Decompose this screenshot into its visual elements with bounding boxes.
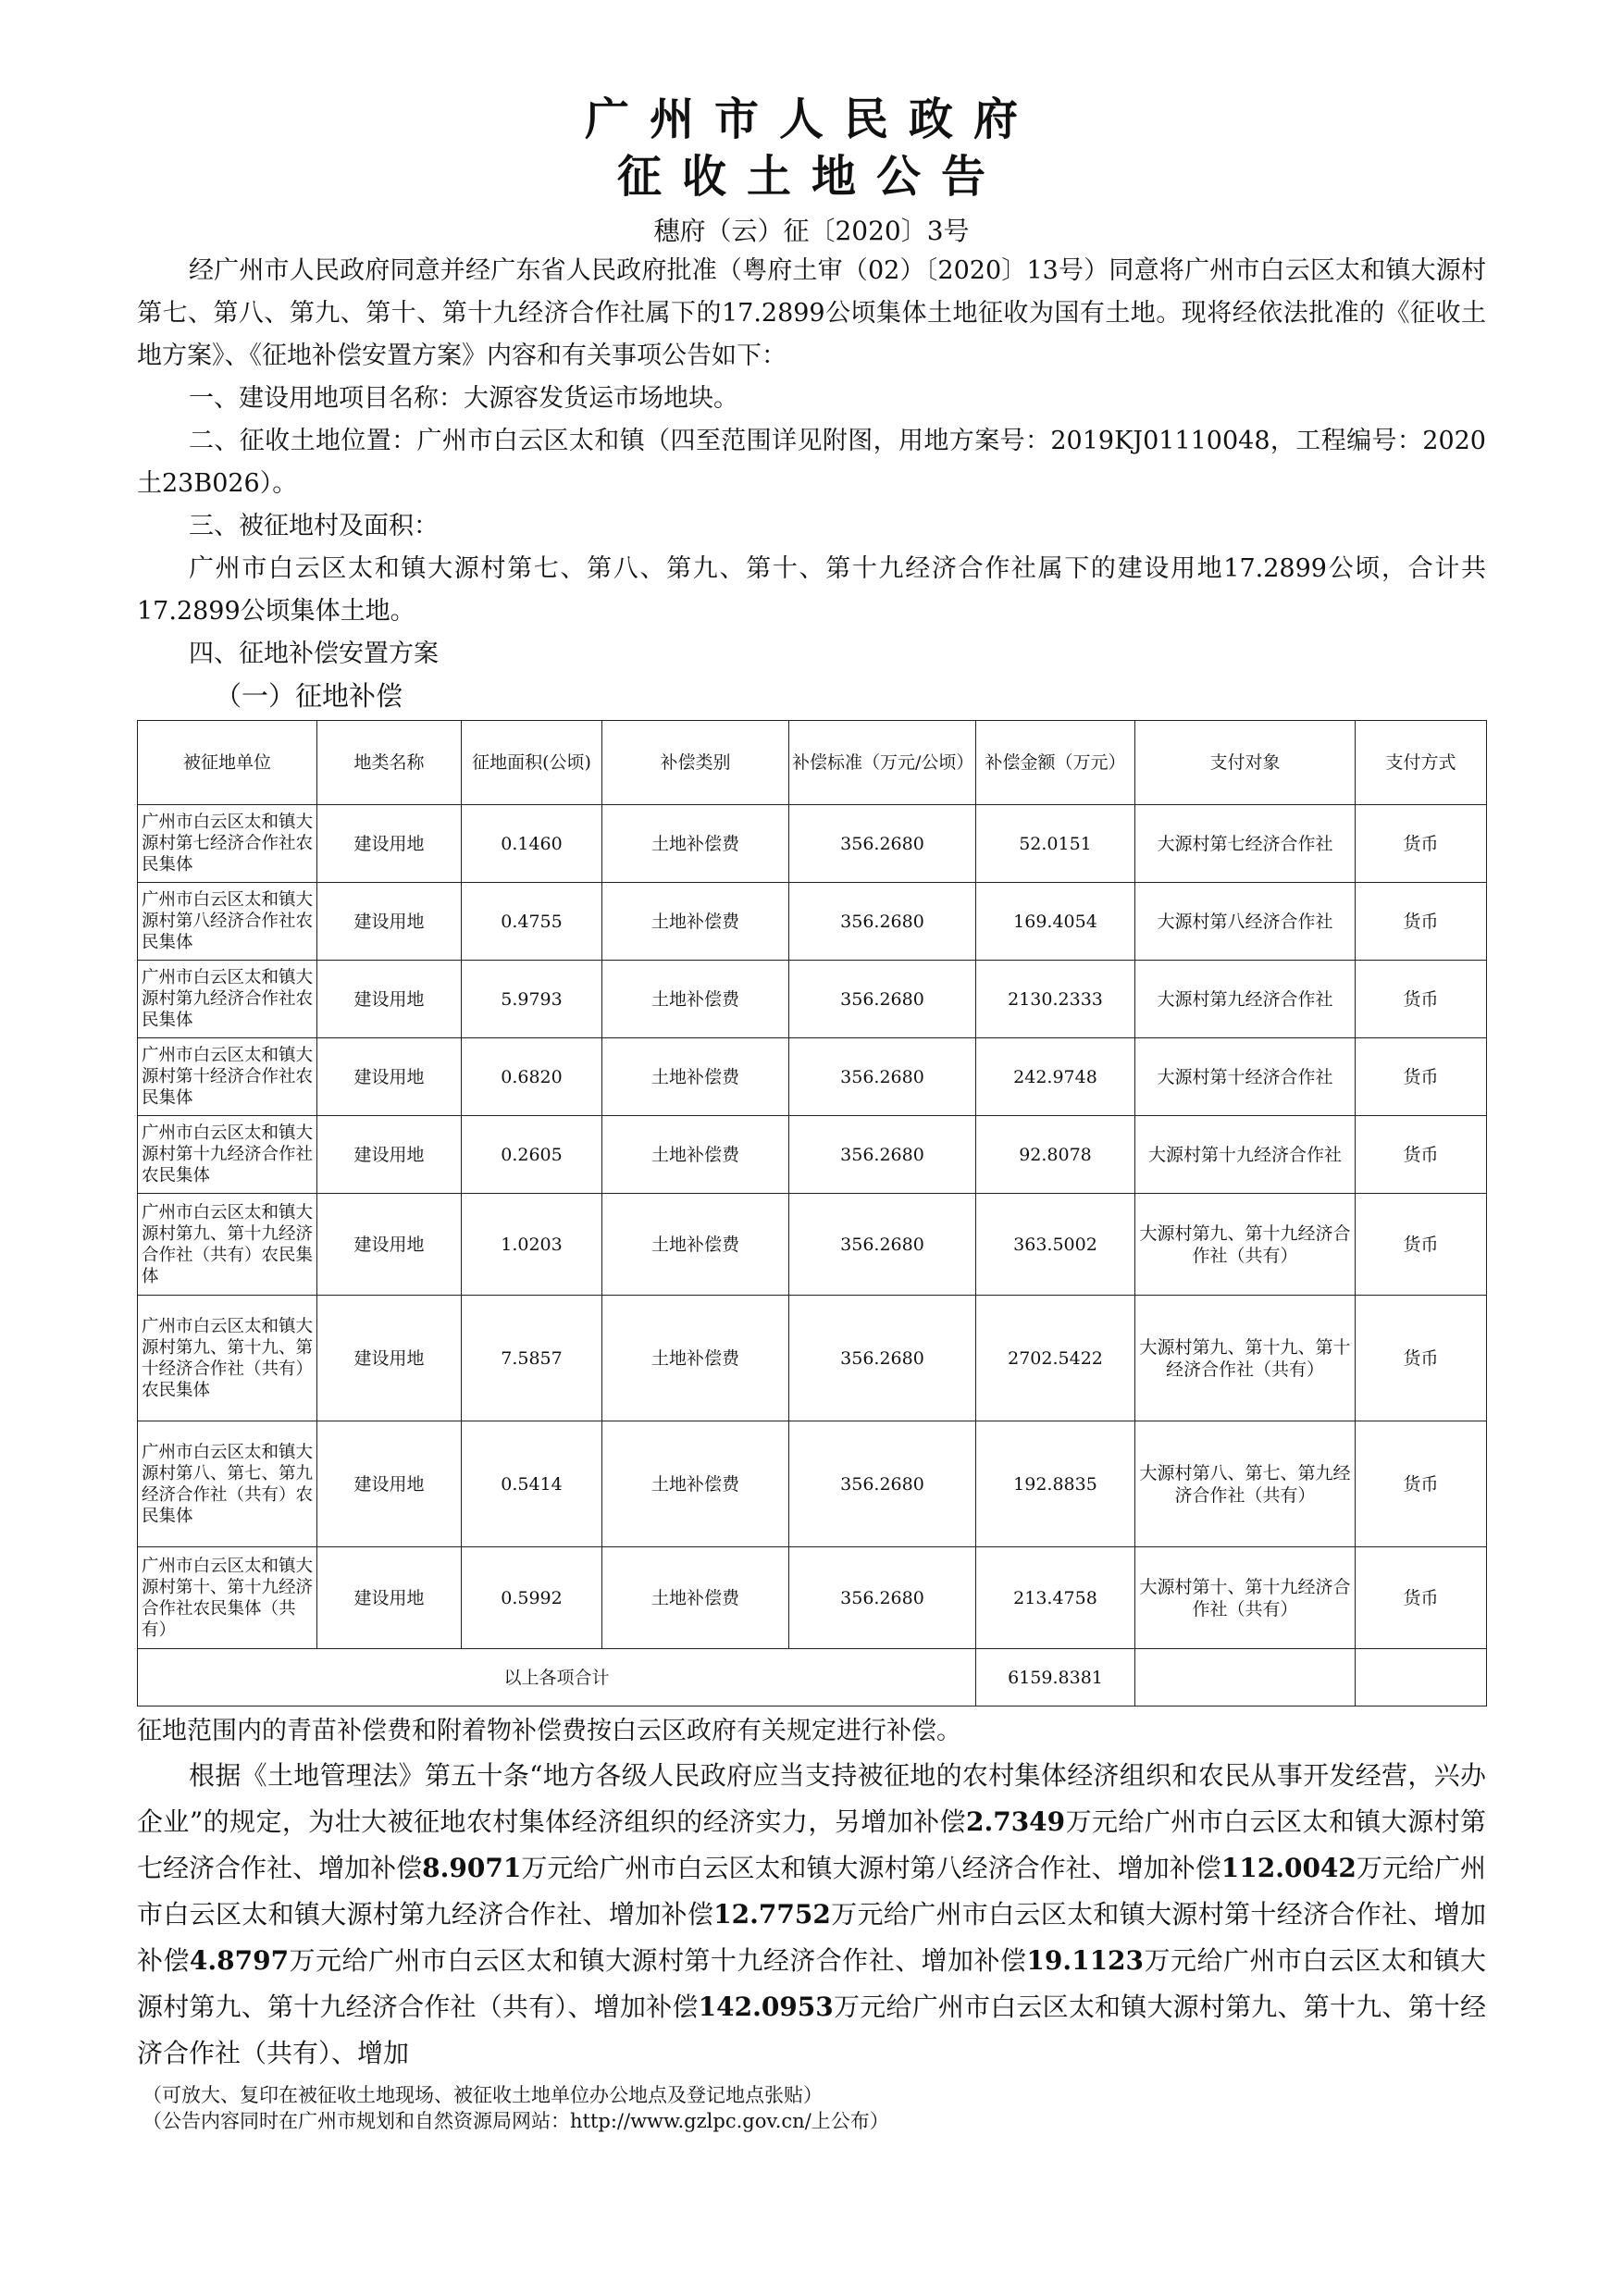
extra-amount-2: 8.9071 bbox=[422, 1853, 522, 1883]
cell-unit: 广州市白云区太和镇大源村第十、第十九经济合作社农民集体（共有） bbox=[138, 1547, 317, 1649]
total-empty-2 bbox=[1356, 1649, 1487, 1706]
cell-unit: 广州市白云区太和镇大源村第八、第七、第九经济合作社（共有）农民集体 bbox=[138, 1421, 317, 1547]
cell-area: 0.6820 bbox=[462, 1038, 602, 1116]
cell-amount: 2702.5422 bbox=[976, 1296, 1135, 1421]
table-row bbox=[138, 1116, 1487, 1194]
cell-amount: 192.8835 bbox=[976, 1421, 1135, 1547]
cell-payee: 大源村第九、第十九经济合作社（共有） bbox=[1135, 1194, 1356, 1296]
issuing-authority: 广州市人民政府 bbox=[584, 93, 1038, 145]
cell-standard: 356.2680 bbox=[789, 1296, 976, 1421]
cell-method: 货币 bbox=[1356, 805, 1487, 883]
col-header-method: 支付方式 bbox=[1356, 721, 1487, 805]
cell-amount: 213.4758 bbox=[976, 1547, 1135, 1649]
cell-category: 土地补偿费 bbox=[602, 1421, 789, 1547]
cell-category: 土地补偿费 bbox=[602, 1547, 789, 1649]
cell-land-type: 建设用地 bbox=[317, 1116, 462, 1194]
cell-unit: 广州市白云区太和镇大源村第十九经济合作社农民集体 bbox=[138, 1116, 317, 1194]
cell-standard: 356.2680 bbox=[789, 805, 976, 883]
table-row bbox=[138, 1038, 1487, 1116]
cell-amount: 92.8078 bbox=[976, 1116, 1135, 1194]
col-header-payee: 支付对象 bbox=[1135, 721, 1356, 805]
cell-standard: 356.2680 bbox=[789, 883, 976, 961]
cell-area: 0.5414 bbox=[462, 1421, 602, 1547]
extra-amount-6: 19.1123 bbox=[1026, 1945, 1145, 1976]
cell-area: 0.4755 bbox=[462, 883, 602, 961]
cell-category: 土地补偿费 bbox=[602, 1038, 789, 1116]
cell-standard: 356.2680 bbox=[789, 1038, 976, 1116]
col-header-category: 补偿类别 bbox=[602, 721, 789, 805]
cell-standard: 356.2680 bbox=[789, 1194, 976, 1296]
after-table-paragraph: 征地范围内的青苗补偿费和附着物补偿费按白云区政府有关规定进行补偿。 bbox=[137, 1717, 961, 1745]
cell-land-type: 建设用地 bbox=[317, 883, 462, 961]
cell-payee: 大源村第九、第十九、第十经济合作社（共有） bbox=[1135, 1296, 1356, 1421]
total-label: 以上各项合计 bbox=[138, 1649, 976, 1706]
col-header-land-type: 地类名称 bbox=[317, 721, 462, 805]
cell-land-type: 建设用地 bbox=[317, 805, 462, 883]
extra-amount-3: 112.0042 bbox=[1220, 1853, 1357, 1883]
cell-area: 7.5857 bbox=[462, 1296, 602, 1421]
extra-text-3: 万元给广州市白云区太和镇大源村第八经济合作社、增加补偿 bbox=[521, 1853, 1221, 1883]
cell-method: 货币 bbox=[1356, 1421, 1487, 1547]
cell-land-type: 建设用地 bbox=[317, 1038, 462, 1116]
cell-unit: 广州市白云区太和镇大源村第七经济合作社农民集体 bbox=[138, 805, 317, 883]
table-row bbox=[138, 961, 1487, 1038]
document-number: 穗府（云）征〔2020〕3号 bbox=[653, 216, 970, 246]
cell-category: 土地补偿费 bbox=[602, 1296, 789, 1421]
cell-payee: 大源村第十九经济合作社 bbox=[1135, 1116, 1356, 1194]
cell-land-type: 建设用地 bbox=[317, 1547, 462, 1649]
cell-payee: 大源村第九经济合作社 bbox=[1135, 961, 1356, 1038]
cell-standard: 356.2680 bbox=[789, 1421, 976, 1547]
table-row bbox=[138, 1547, 1487, 1649]
cell-unit: 广州市白云区太和镇大源村第九、第十九、第十经济合作社（共有）农民集体 bbox=[138, 1296, 317, 1421]
cell-amount: 242.9748 bbox=[976, 1038, 1135, 1116]
extra-compensation-paragraph bbox=[137, 1753, 1486, 2077]
table-row bbox=[138, 805, 1487, 883]
total-amount: 6159.8381 bbox=[976, 1649, 1135, 1706]
cell-area: 1.0203 bbox=[462, 1194, 602, 1296]
cell-land-type: 建设用地 bbox=[317, 1296, 462, 1421]
notice-title: 征收土地公告 bbox=[616, 151, 1006, 203]
cell-land-type: 建设用地 bbox=[317, 961, 462, 1038]
intro-paragraph: 经广州市人民政府同意并经广东省人民政府批准（粤府土审（02）〔2020〕13号）同意将广州市白云区太和镇大源村第七、第八、第九、第十、第十九经济合作社属下的17.2899公顷集体土地征收为国有土地。现将经依法批准的《征收土地方案》、《征地补偿安置方案》内容和有关事项公告如下： bbox=[137, 256, 1486, 370]
cell-method: 货币 bbox=[1356, 1296, 1487, 1421]
cell-standard: 356.2680 bbox=[789, 1116, 976, 1194]
section-compensation-title: 四、征地补偿安置方案 bbox=[189, 639, 439, 668]
footer-note-posting: （可放大、复印在被征收土地现场、被征收土地单位办公地点及登记地点张贴） bbox=[142, 2084, 823, 2106]
cell-payee: 大源村第十、第十九经济合作社（共有） bbox=[1135, 1547, 1356, 1649]
table-row bbox=[138, 883, 1487, 961]
table-row bbox=[138, 1421, 1487, 1547]
cell-land-type: 建设用地 bbox=[317, 1194, 462, 1296]
extra-text-8: 万元给广州市白云区太和镇大源村第九、第十九、第十经济合作社（共有）、增加 bbox=[137, 1992, 1486, 2068]
compensation-table bbox=[137, 720, 1487, 1706]
section-compensation-subtitle: （一）征地补偿 bbox=[215, 680, 403, 712]
extra-amount-4: 12.7752 bbox=[713, 1899, 831, 1930]
table-row bbox=[138, 1194, 1487, 1296]
cell-unit: 广州市白云区太和镇大源村第十经济合作社农民集体 bbox=[138, 1038, 317, 1116]
notice-page bbox=[137, 93, 1486, 2134]
cell-payee: 大源村第八经济合作社 bbox=[1135, 883, 1356, 961]
col-header-standard: 补偿标准（万元/公顷） bbox=[789, 721, 976, 805]
cell-category: 土地补偿费 bbox=[602, 883, 789, 961]
section-villages-title: 三、被征地村及面积： bbox=[189, 512, 439, 540]
section-villages-body: 广州市白云区太和镇大源村第七、第八、第九、第十、第十九经济合作社属下的建设用地17.2899公顷，合计共17.2899公顷集体土地。 bbox=[137, 554, 1486, 626]
extra-text-5: 万元给广州市白云区太和镇大源村第十经济合作社、增加补偿 bbox=[137, 1899, 1486, 1976]
footer-note-website: （公告内容同时在广州市规划和自然资源局网站：http://www.gzlpc.gov.cn/上公布） bbox=[142, 2110, 889, 2132]
total-empty-1 bbox=[1135, 1649, 1356, 1706]
cell-area: 5.9793 bbox=[462, 961, 602, 1038]
section-project-name: 一、建设用地项目名称：大源容发货运市场地块。 bbox=[189, 384, 738, 413]
cell-payee: 大源村第十经济合作社 bbox=[1135, 1038, 1356, 1116]
cell-category: 土地补偿费 bbox=[602, 1194, 789, 1296]
cell-amount: 52.0151 bbox=[976, 805, 1135, 883]
cell-area: 0.5992 bbox=[462, 1547, 602, 1649]
extra-amount-5: 4.8797 bbox=[189, 1945, 290, 1976]
cell-category: 土地补偿费 bbox=[602, 1116, 789, 1194]
cell-standard: 356.2680 bbox=[789, 961, 976, 1038]
extra-text-1: 根据《土地管理法》第五十条“地方各级人民政府应当支持被征地的农村集体经济组织和农民从事开发经营，兴办企业”的规定，为壮大被征地农村集体经济组织的经济实力，另增加补偿 bbox=[137, 1760, 1486, 1837]
cell-amount: 169.4054 bbox=[976, 883, 1135, 961]
cell-method: 货币 bbox=[1356, 1194, 1487, 1296]
cell-method: 货币 bbox=[1356, 1116, 1487, 1194]
cell-method: 货币 bbox=[1356, 883, 1487, 961]
cell-land-type: 建设用地 bbox=[317, 1421, 462, 1547]
table-total-row bbox=[138, 1649, 1487, 1706]
cell-method: 货币 bbox=[1356, 961, 1487, 1038]
cell-unit: 广州市白云区太和镇大源村第九经济合作社农民集体 bbox=[138, 961, 317, 1038]
cell-category: 土地补偿费 bbox=[602, 961, 789, 1038]
cell-payee: 大源村第八、第七、第九经济合作社（共有） bbox=[1135, 1421, 1356, 1547]
cell-area: 0.1460 bbox=[462, 805, 602, 883]
extra-text-6: 万元给广州市白云区太和镇大源村第十九经济合作社、增加补偿 bbox=[289, 1945, 1027, 1976]
section-location: 二、征收土地位置：广州市白云区太和镇（四至范围详见附图，用地方案号：2019KJ01110048，工程编号：2020土23B026）。 bbox=[137, 427, 1486, 498]
table-header-row bbox=[138, 721, 1487, 805]
cell-method: 货币 bbox=[1356, 1038, 1487, 1116]
cell-unit: 广州市白云区太和镇大源村第九、第十九经济合作社（共有）农民集体 bbox=[138, 1194, 317, 1296]
cell-standard: 356.2680 bbox=[789, 1547, 976, 1649]
extra-text-4: 万元给广州市白云区太和镇大源村第九经济合作社、增加补偿 bbox=[137, 1853, 1486, 1930]
cell-method: 货币 bbox=[1356, 1547, 1487, 1649]
cell-amount: 363.5002 bbox=[976, 1194, 1135, 1296]
cell-amount: 2130.2333 bbox=[976, 961, 1135, 1038]
cell-payee: 大源村第七经济合作社 bbox=[1135, 805, 1356, 883]
col-header-amount: 补偿金额（万元） bbox=[976, 721, 1135, 805]
cell-area: 0.2605 bbox=[462, 1116, 602, 1194]
col-header-unit: 被征地单位 bbox=[138, 721, 317, 805]
extra-amount-1: 2.7349 bbox=[965, 1806, 1066, 1837]
table-row bbox=[138, 1296, 1487, 1421]
col-header-area: 征地面积(公顷) bbox=[462, 721, 602, 805]
extra-amount-7: 142.0953 bbox=[698, 1992, 834, 2022]
cell-unit: 广州市白云区太和镇大源村第八经济合作社农民集体 bbox=[138, 883, 317, 961]
extra-text-7: 万元给广州市白云区太和镇大源村第九、第十九经济合作社（共有）、增加补偿 bbox=[137, 1945, 1486, 2022]
extra-text-2: 万元给广州市白云区太和镇大源村第七经济合作社、增加补偿 bbox=[137, 1806, 1486, 1883]
cell-category: 土地补偿费 bbox=[602, 805, 789, 883]
